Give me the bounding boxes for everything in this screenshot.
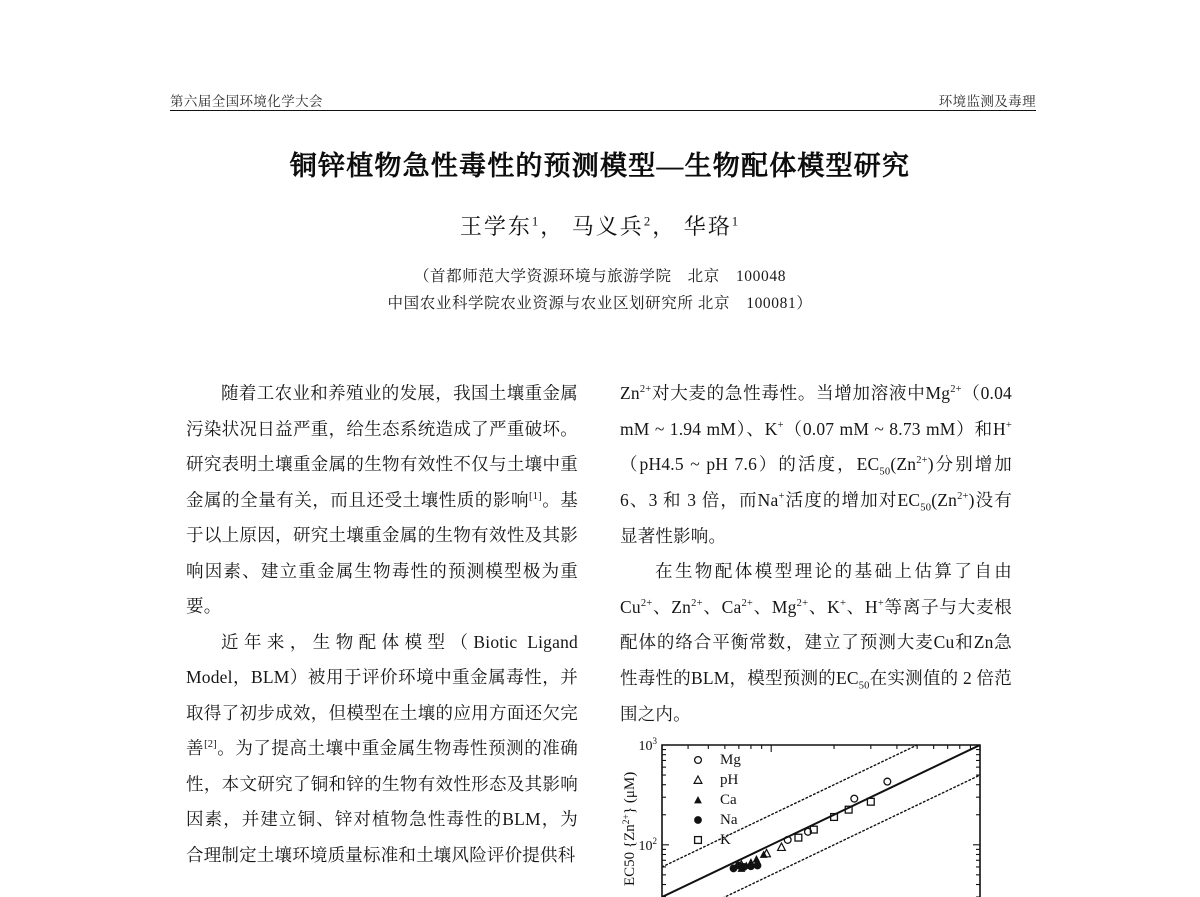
chart-data-point (753, 855, 761, 862)
chart-data-point (884, 778, 891, 785)
text-run: 对大麦的急性毒性。当增加溶液中Mg (651, 383, 951, 403)
paragraph-text: 。基于以上原因，研究土壤重金属的生物有效性及其影响因素、建立重金属生物毒性的预测模型极为重要。 (186, 489, 578, 617)
legend-marker-icon (694, 796, 702, 803)
chart-data-point (795, 834, 802, 841)
author-entry (460, 214, 540, 239)
charge-sup: + (777, 419, 784, 431)
paragraph-results-2 (620, 554, 1012, 732)
author-affil-marker: 1 (731, 214, 741, 229)
legend-label: K (720, 832, 731, 848)
charge-sup: + (839, 597, 847, 609)
text-run: 活度的增加对EC (784, 489, 921, 510)
header-divider-rule (170, 110, 1036, 111)
chart-data-point (778, 843, 786, 850)
chart-reference-line (662, 745, 980, 897)
charge-sup: + (877, 597, 884, 609)
figure-ec50-scatter (620, 736, 1020, 897)
running-header (170, 84, 1036, 110)
charge-sup: 2+ (691, 597, 703, 609)
chart-plot-area (662, 736, 980, 897)
paragraph-intro-1 (186, 376, 578, 625)
ec50-scatter-chart (620, 736, 1020, 897)
author-name: 华珞 (683, 213, 732, 239)
author-entry (684, 214, 740, 239)
chart-reference-line (662, 736, 980, 867)
header-right-text: 环境监测及毒理 (938, 94, 1036, 109)
affiliation-line-1: （首都师范大学资源环境与旅游学院 北京 100048 (413, 267, 787, 285)
charge-sup: 2+ (916, 455, 928, 467)
page-title: 铜锌植物急性毒性的预测模型—生物配体模型研究 (289, 151, 911, 181)
chart-data-point (851, 795, 858, 802)
charge-sup: 2+ (796, 597, 809, 609)
text-run: (Zn (931, 489, 958, 510)
text-run: 等离子与大麦根配体的络合平衡常数，建立了预测大麦Cu和Zn急性毒性的BLM，模型预测的EC (620, 596, 1012, 688)
author-list (150, 210, 1050, 241)
text-run: )没有显著性影响。 (620, 489, 1012, 546)
chart-data-point (740, 864, 747, 871)
subscript-50: 50 (920, 502, 932, 514)
author-separator: ， (652, 213, 684, 239)
paragraph-text: 。为了提高土壤中重金属生物毒性预测的准确性，本文研究了铜和锌的生物有效性形态及其影响因素，并建立铜、锌对植物急性毒性的BLM，为合理制定土壤环境质量标准和土壤风险评价提供科 (186, 738, 579, 865)
chart-reference-line (662, 775, 980, 897)
text-run: 在生物配体模型理论的基础上估算了自由Cu (620, 561, 1012, 617)
body-column-left (186, 376, 578, 873)
legend-marker-icon (695, 837, 702, 844)
legend-marker-icon (695, 817, 702, 824)
author-affil-marker: 2 (643, 214, 653, 229)
y-axis-tick-label: $10^3$ (638, 736, 657, 754)
text-run: 、K (808, 596, 840, 617)
paragraph-text: 随着工农业和养殖业的发展，我国土壤重金属污染状况日益严重，给生态系统造成了严重破坏。研究表明土壤重金属的生物有效性不仅与土壤中重金属的全量有关，而且还受土壤性质的影响 (186, 383, 578, 510)
legend-marker-icon (695, 757, 702, 764)
author-name: 王学东 (459, 213, 532, 239)
legend-entry (695, 812, 738, 828)
legend-entry (694, 772, 738, 788)
text-run: 在实测值的 2 倍范围之内。 (620, 667, 1012, 724)
legend-marker-icon (694, 776, 702, 783)
text-run: 、Mg (753, 596, 797, 617)
paragraph-text: 近年来，生物配体模型（Biotic Ligand Model，BLM）被用于评价环境中重金属毒性，并取得了初步成效，但模型在土壤的应用方面还欠完善 (186, 631, 578, 759)
text-run: （0.04 mM ~ 1.94 mM）、K (620, 383, 1012, 439)
subscript-50: 50 (879, 466, 891, 478)
citation-ref: [2] (204, 739, 217, 751)
text-run: 、Ca (702, 596, 742, 617)
text-run: Zn (620, 383, 640, 403)
title-block (150, 150, 1050, 317)
legend-entry (695, 832, 731, 848)
subscript-50: 50 (858, 680, 870, 692)
legend-label: Mg (720, 752, 741, 768)
text-run: 、Zn (652, 596, 692, 617)
text-run: （pH4.5 ~ pH 7.6）的活度，EC (620, 454, 880, 475)
charge-sup: + (778, 491, 785, 503)
author-affil-marker: 1 (531, 214, 541, 229)
text-run: (Zn (890, 454, 917, 475)
charge-sup: 2+ (640, 597, 653, 609)
legend-label: Ca (720, 792, 737, 808)
charge-sup: 2+ (741, 597, 754, 609)
author-entry (572, 214, 652, 239)
text-run: （0.07 mM ~ 8.73 mM）和H (783, 418, 1006, 439)
legend-entry (694, 792, 737, 808)
body-column-right (620, 376, 1012, 732)
citation-ref: [1] (529, 490, 542, 502)
y-axis-tick-label: $10^2$ (638, 835, 657, 854)
author-name: 马义兵 (571, 213, 644, 239)
chart-data-point (760, 850, 768, 857)
legend-entry (695, 752, 742, 768)
legend-label: Na (720, 812, 738, 828)
affiliation-block (150, 263, 1050, 317)
chart-data-point (754, 862, 761, 869)
charge-sup: 2+ (957, 491, 969, 503)
charge-sup: 2+ (950, 384, 962, 396)
text-run: 、H (846, 596, 878, 617)
paragraph-results-1 (620, 376, 1012, 554)
charge-sup: 2+ (639, 384, 652, 396)
text-run: )分别增加 6、3 和 3 倍，而Na (620, 454, 1012, 510)
y-axis-title: EC50 $\{Zn^{2+}\}$ (μM) (622, 771, 638, 886)
author-separator: ， (540, 213, 572, 239)
affiliation-line-2: 中国农业科学院农业资源与农业区划研究所 北京 100081） (387, 294, 813, 312)
header-left-text: 第六届全国环境化学大会 (170, 94, 323, 109)
charge-sup: + (1005, 419, 1012, 431)
chart-data-point (730, 865, 737, 872)
legend-label: pH (720, 772, 739, 788)
chart-data-point (748, 863, 755, 870)
paragraph-intro-2 (186, 625, 578, 874)
